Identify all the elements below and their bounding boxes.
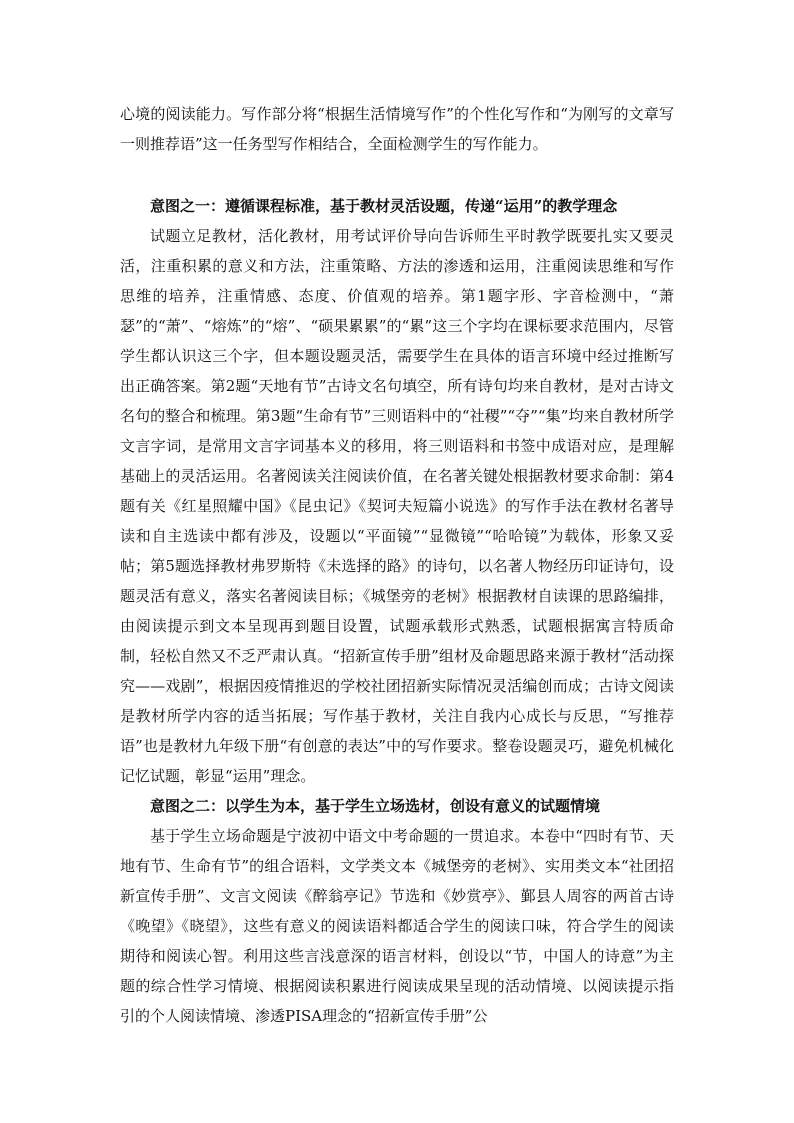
intro-paragraph: 心境的阅读能力。写作部分将“根据生活情境写作”的个性化写作和“为刚写的文章写一则推荐语”这一任务型写作相结合，全面检测学生的写作能力。 bbox=[120, 105, 674, 153]
section1-body: 试题立足教材，活化教材，用考试评价导向告诉师生平时教学既要扎实又要灵活，注重积累的意义和方法，注重策略、方法的渗透和运用，注重阅读思维和写作思维的培养，注重情感、态度、价值观的培养。第1题字形、字音检测中，“萧瑟”的“萧”、“熔炼”的“熔”、“硕果累累”的“累”这三个字均在课标要求范围内，尽管学生都认识这三个字，但本题设题灵活，需要学生在具体的语言环境中经过推断写出正确答案。第2题“天地有节”古诗文名句填空，所有诗句均来自教材，是对古诗文名句的整合和梳理。第3题“生命有节”三则语料中的“社稷”“夺”“集”均来自教材所学文言字词，是常用文言字词基本义的移用，将三则语料和书签中成语对应，是理解基础上的灵活运用。名著阅读关注阅读价值，在名著关键处根据教材要求命制：第4题有关《红星照耀中国》《昆虫记》《契诃夫短篇小说选》的写作手法在教材名著导读和自主选读中都有涉及，设题以“平面镜”“显微镜”“哈哈镜”为载体，形象又妥帖；第5题选择教材弗罗斯特《未选择的路》的诗句，以名著人物经历印证诗句，设题灵活有意义，落实名著阅读目标；《城堡旁的老树》根据教材自读课的思路编排，由阅读提示到文本呈现再到题目设置，试题承载形式熟悉，试题根据寓言特质命制，轻松自然又不乏严肃认真。“招新宣传手册”组材及命题思路来源于教材“活动探究——戏剧”，根据因疫情推迟的学校社团招新实际情况灵活编创而成；古诗文阅读是教材所学内容的适当拓展；写作基于教材，关注自我内心成长与反思，“写推荐语”也是教材九年级下册“有创意的表达”中的写作要求。整卷设题灵巧，避免机械化记忆试题，彰显“运用”理念。 bbox=[120, 227, 674, 785]
section1-heading: 意图之一：遵循课程标准，基于教材灵活设题，传递“运用”的教学理念 bbox=[150, 197, 618, 215]
section2-body: 基于学生立场命题是宁波初中语文中考命题的一贯追求。本卷中“四时有节、天地有节、生命有节”的组合语料，文学类文本《城堡旁的老树》、实用类文本“社团招新宣传手册”、文言文阅读《醉翁亭记》节选和《妙赏亭》、鄞县人周容的两首古诗《晚望》《晓望》，这些有意义的阅读语料都适合学生的阅读口味，符合学生的阅读期待和阅读心智。利用这些言浅意深的语言材料，创设以“节，中国人的诗意”为主题的综合性学习情境、根据阅读积累进行阅读成果呈现的活动情境、以阅读提示指引的个人阅读情境、渗透PISA理念的“招新宣传手册”公 bbox=[120, 827, 674, 1025]
section2-heading: 意图之二：以学生为本，基于学生立场选材，创设有意义的试题情境 bbox=[150, 797, 601, 815]
